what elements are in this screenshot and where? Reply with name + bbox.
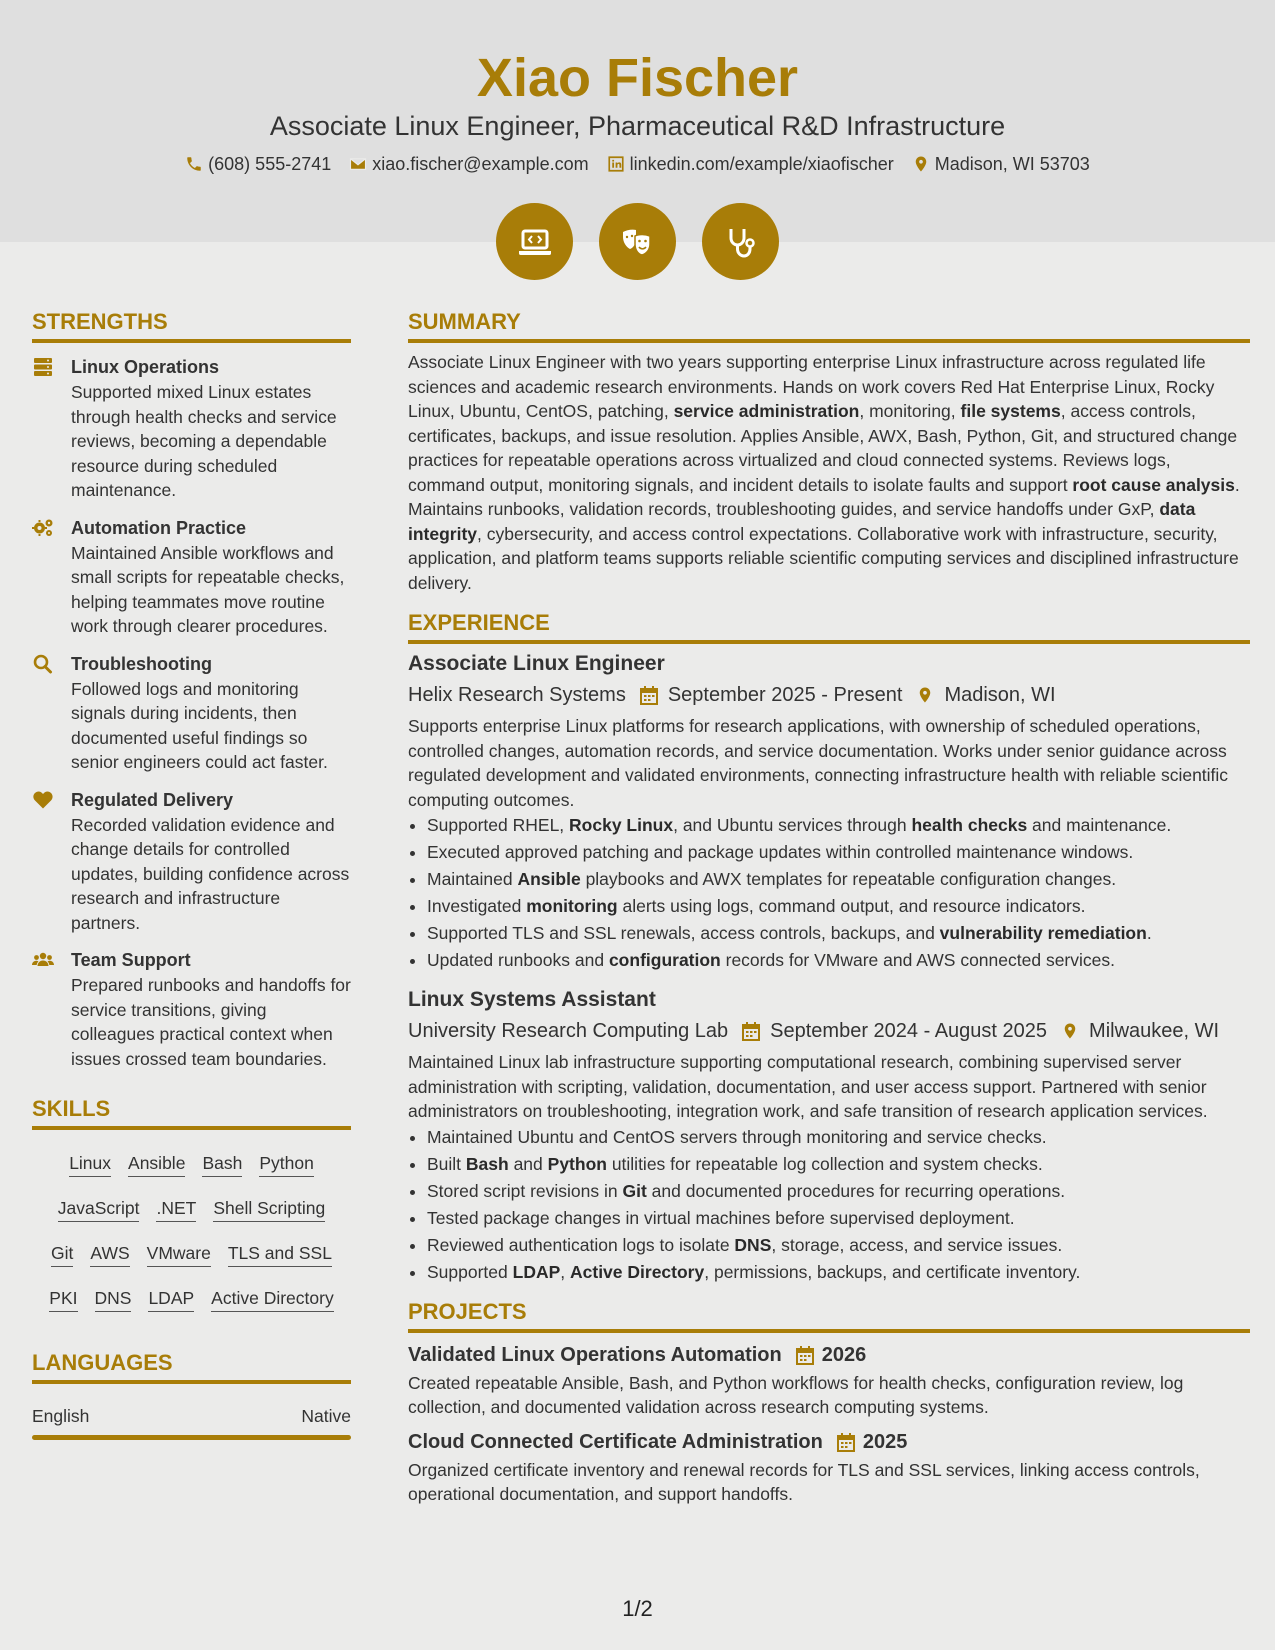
job-bullet: • Investigated monitoring alerts using logs, command output, and resource indicators. bbox=[427, 893, 1250, 920]
badge-row bbox=[0, 203, 1275, 280]
skill-tag: PKI bbox=[49, 1287, 77, 1312]
strength-name: Team Support bbox=[71, 950, 191, 970]
job-title: Linux Systems Assistant bbox=[408, 988, 656, 1011]
project-year: 2025 bbox=[862, 1430, 908, 1453]
contact-linkedin[interactable] bbox=[607, 152, 894, 176]
skill-tag: Bash bbox=[202, 1152, 242, 1177]
skill-row bbox=[32, 1232, 351, 1277]
contact-linkedin-text: linkedin.com/example/xiaofischer bbox=[629, 154, 894, 174]
strength-desc: Maintained Ansible workflows and small scripts for repeatable checks, helping teammates move routine work through clearer procedures. bbox=[71, 542, 345, 636]
job-bullet: • Updated runbooks and configuration records for VMware and AWS connected services. bbox=[427, 947, 1250, 974]
strength-name: Troubleshooting bbox=[71, 653, 212, 674]
strength-desc: Recorded validation evidence and change details for controlled updates, building confidence across research and infrastructure partners. bbox=[71, 814, 350, 933]
skill-tag: Linux bbox=[69, 1152, 111, 1177]
job-dates: September 2025 - Present bbox=[667, 684, 903, 706]
skill-row bbox=[32, 1277, 351, 1322]
skill-tag: Ansible bbox=[128, 1152, 185, 1177]
language-item bbox=[32, 1404, 351, 1428]
language-name: English bbox=[32, 1406, 90, 1426]
summary-text bbox=[408, 350, 1250, 595]
project-description: Created repeatable Ansible, Bash, and Python workflows for health checks, configuration review, log collection, and documented validation across research computing systems. bbox=[408, 1372, 1184, 1417]
strength-item bbox=[32, 355, 351, 503]
strength-item bbox=[32, 788, 351, 936]
projects-heading: PROJECTS bbox=[408, 1298, 1250, 1333]
job-bullet: • Executed approved patching and package updates within controlled maintenance windows. bbox=[427, 839, 1250, 866]
contact-email[interactable] bbox=[349, 152, 588, 176]
skill-tags bbox=[32, 1142, 351, 1322]
skill-tag: Shell Scripting bbox=[213, 1197, 325, 1222]
job-dates: September 2024 - August 2025 bbox=[770, 1020, 1048, 1042]
users-icon bbox=[32, 950, 54, 970]
project-description: Organized certificate inventory and renewal records for TLS and SSL services, linking access controls, operational documentation, and support handoffs. bbox=[408, 1459, 1200, 1504]
skill-tag: Python bbox=[259, 1152, 313, 1177]
strength-name: Regulated Delivery bbox=[71, 789, 234, 810]
gears-icon bbox=[32, 518, 54, 538]
map-pin-icon bbox=[1061, 1021, 1079, 1041]
envelope-icon bbox=[349, 155, 367, 173]
job-description: Maintained Linux lab infrastructure supporting computational research, combining supervised server administration with scripting, validation, documentation, and user access support. Partnered with senior administrators on troubleshooting, integration work, and safe transition of research application services. bbox=[408, 1052, 1208, 1121]
project-title: Cloud Connected Certificate Administration bbox=[408, 1430, 823, 1453]
laptop-code-badge bbox=[496, 203, 573, 280]
summary-part: Associate Linux Engineer with two years supporting enterprise Linux infrastructure across regulated life sciences and academic research environments. Hands on work covers Red Hat Enterprise Linux, Rocky Linux, Ubuntu, CentOS, patching, bbox=[408, 352, 1215, 421]
skill-tag: AWS bbox=[90, 1242, 129, 1267]
contact-bar bbox=[0, 152, 1275, 176]
job-entry bbox=[408, 986, 1250, 1286]
calendar-icon bbox=[837, 1432, 855, 1452]
strength-item bbox=[32, 652, 351, 775]
job-location: Madison, WI bbox=[944, 684, 1056, 706]
linkedin-icon bbox=[607, 155, 625, 173]
strengths-list bbox=[32, 355, 351, 1071]
skill-row bbox=[32, 1187, 351, 1232]
laptop-code-icon bbox=[515, 222, 555, 262]
map-pin-icon bbox=[916, 685, 934, 705]
theater-masks-icon bbox=[618, 222, 658, 262]
skill-tag: Git bbox=[51, 1242, 73, 1267]
contact-phone-text: (608) 555-2741 bbox=[208, 154, 332, 174]
job-bullet: • Maintained Ansible playbooks and AWX templates for repeatable configuration changes. bbox=[427, 866, 1250, 893]
page-number: 1/2 bbox=[622, 1596, 653, 1621]
candidate-title: Associate Linux Engineer, Pharmaceutical R&D Infrastructure bbox=[269, 111, 1006, 141]
calendar-icon bbox=[640, 685, 658, 705]
summary-emphasis: file systems bbox=[960, 401, 1061, 421]
skills-section bbox=[32, 1095, 351, 1322]
server-icon bbox=[32, 357, 54, 377]
calendar-icon bbox=[796, 1345, 814, 1365]
job-bullet: • Built Bash and Python utilities for repeatable log collection and system checks. bbox=[427, 1151, 1250, 1178]
theater-masks-badge bbox=[599, 203, 676, 280]
stethoscope-badge bbox=[702, 203, 779, 280]
skill-tag: Active Directory bbox=[211, 1287, 334, 1312]
skill-tag: VMware bbox=[147, 1242, 211, 1267]
strength-name: Automation Practice bbox=[71, 517, 247, 538]
summary-part: , cybersecurity, and access control expectations. Collaborative work with infrastructure, security, application, and platform teams supports reliable scientific computing services and disciplined infrastructure delivery. bbox=[408, 523, 1239, 593]
project-entry bbox=[408, 1341, 1250, 1420]
job-company: University Research Computing Lab bbox=[408, 1020, 729, 1042]
project-title-row bbox=[408, 1341, 1250, 1369]
job-location: Milwaukee, WI bbox=[1089, 1020, 1220, 1042]
strength-item bbox=[32, 516, 351, 639]
summary-part: , access controls, certificates, backups, and issue resolution. Applies Ansible, AWX, Bash, Python, Git, and structured change practices for repeatable operations across virtualized and cloud connected systems. Reviews logs, command output, monitoring signals, and incident details to isolate faults and support bbox=[408, 401, 1238, 495]
job-meta bbox=[408, 1017, 1250, 1045]
summary-heading: SUMMARY bbox=[408, 308, 1250, 343]
skill-tag: TLS and SSL bbox=[228, 1242, 332, 1267]
project-year: 2026 bbox=[821, 1343, 867, 1366]
summary-part: , monitoring, bbox=[859, 401, 961, 421]
projects-section bbox=[408, 1298, 1250, 1507]
right-column bbox=[408, 308, 1250, 1507]
map-pin-icon bbox=[912, 155, 930, 173]
experience-heading: EXPERIENCE bbox=[408, 609, 1250, 644]
job-bullet: • Stored script revisions in Git and documented procedures for recurring operations. bbox=[427, 1178, 1250, 1205]
contact-email-text: xiao.fischer@example.com bbox=[372, 154, 589, 174]
skill-row bbox=[32, 1142, 351, 1187]
summary-emphasis: root cause analysis bbox=[1072, 474, 1235, 495]
experience-section bbox=[408, 609, 1250, 1286]
project-title-row bbox=[408, 1428, 1250, 1456]
project-entry bbox=[408, 1428, 1250, 1507]
strengths-heading: STRENGTHS bbox=[32, 308, 351, 343]
job-bullet: • Supported LDAP, Active Directory, permissions, backups, and certificate inventory. bbox=[427, 1259, 1250, 1286]
job-title: Associate Linux Engineer bbox=[408, 652, 665, 675]
skill-tag: DNS bbox=[95, 1287, 132, 1312]
languages-heading: LANGUAGES bbox=[32, 1349, 351, 1384]
strength-desc: Supported mixed Linux estates through health checks and service reviews, becoming a dependable resource during scheduled maintenance. bbox=[71, 382, 337, 500]
job-bullet: • Supported TLS and SSL renewals, access controls, backups, and vulnerability remediation. bbox=[427, 920, 1250, 947]
job-entry bbox=[408, 650, 1250, 974]
contact-location-text: Madison, WI 53703 bbox=[934, 154, 1090, 174]
candidate-name: Xiao Fischer bbox=[476, 48, 799, 108]
skill-tag: .NET bbox=[156, 1197, 196, 1222]
summary-emphasis: data integrity bbox=[408, 499, 1196, 544]
phone-icon bbox=[185, 155, 203, 173]
job-bullets bbox=[408, 812, 1250, 974]
strength-item bbox=[32, 948, 351, 1071]
job-meta bbox=[408, 681, 1250, 709]
left-column bbox=[32, 308, 351, 1440]
stethoscope-icon bbox=[721, 222, 761, 262]
job-bullet: • Reviewed authentication logs to isolate DNS, storage, access, and service issues. bbox=[427, 1232, 1250, 1259]
languages-section bbox=[32, 1349, 351, 1440]
job-company: Helix Research Systems bbox=[408, 684, 626, 706]
skill-tag: JavaScript bbox=[58, 1197, 140, 1222]
summary-part: . Maintains runbooks, validation records, troubleshooting guides, and service handoffs under GxP, bbox=[408, 474, 1240, 519]
strength-desc: Followed logs and monitoring signals during incidents, then documented useful findings so senior engineers could act faster. bbox=[71, 678, 328, 772]
project-title: Validated Linux Operations Automation bbox=[408, 1343, 782, 1366]
contact-location bbox=[912, 152, 1090, 176]
contact-phone[interactable] bbox=[185, 152, 331, 176]
strength-desc: Prepared runbooks and handoffs for service transitions, giving colleagues practical context when issues crossed team boundaries. bbox=[71, 975, 351, 1069]
language-level: Native bbox=[301, 1406, 351, 1426]
job-bullets bbox=[408, 1124, 1250, 1286]
job-bullet: • Maintained Ubuntu and CentOS servers through monitoring and service checks. bbox=[427, 1124, 1250, 1151]
job-bullet: • Tested package changes in virtual machines before supervised deployment. bbox=[427, 1205, 1250, 1232]
skill-tag: LDAP bbox=[148, 1287, 194, 1312]
calendar-icon bbox=[742, 1021, 760, 1041]
heart-icon bbox=[32, 790, 54, 810]
language-proficiency-bar bbox=[32, 1435, 351, 1440]
search-icon bbox=[32, 654, 54, 674]
summary-emphasis: service administration bbox=[673, 401, 860, 421]
skills-heading: SKILLS bbox=[32, 1095, 351, 1130]
strength-name: Linux Operations bbox=[71, 357, 220, 377]
job-description: Supports enterprise Linux platforms for research applications, with ownership of scheduled operations, controlled changes, automation records, and service documentation. Works under senior guidance across regulated development and validated environments, connecting infrastructure health with reliable scientific computing outcomes. bbox=[408, 716, 1229, 810]
job-bullet: • Supported RHEL, Rocky Linux, and Ubuntu services through health checks and maintenance. bbox=[427, 812, 1250, 839]
